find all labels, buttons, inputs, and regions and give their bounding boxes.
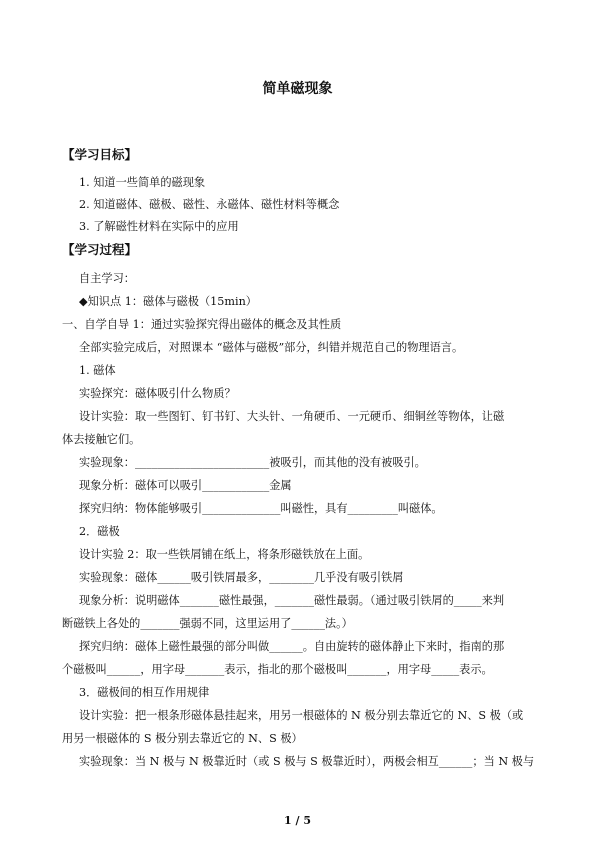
text-line: ◆知识点 1：磁体与磁极（15min） [79,295,257,308]
text-line: 个磁极叫______，用字母_______表示，指北的那个磁极叫_______，用字母_____表示。 [62,663,493,676]
page-title: 简单磁现象 [262,81,333,97]
text-line: 实验探究：磁体吸引什么物质？ [79,387,236,400]
page-number: 1 / 5 [284,814,311,827]
goals-heading: 【学习目标】 [62,147,138,162]
text-line: 实验现象：磁体______吸引铁屑最多，________几乎没有吸引铁屑 [79,571,404,584]
goal-item: 2. 知道磁体、磁极、磁性、永磁体、磁性材料等概念 [79,198,340,211]
text-line: 1. 磁体 [79,364,116,377]
text-line: 现象分析：说明磁体_______磁性最强，_______磁性最弱。（通过吸引铁屑的_____来判 [79,594,505,607]
text-line: 3．磁极间的相互作用规律 [79,686,210,699]
text-line: 实验现象：________________________被吸引，而其他的没有被吸引。 [79,456,426,469]
text-line: 探究归纳：物体能够吸引______________叫磁性，具有_________叫磁体。 [79,502,443,515]
text-line: 自主学习： [79,272,135,285]
process-heading: 【学习过程】 [62,242,138,257]
text-line: 2．磁极 [79,525,120,538]
text-line: 全部实验完成后，对照课本 “磁体与磁极”部分，纠错并规范自己的物理语言。 [79,341,464,354]
text-line: 体去接触它们。 [62,433,141,446]
text-line: 用另一根磁体的 S 极分别去靠近它的 N、S 极） [62,732,303,745]
text-line: 现象分析：磁体可以吸引____________金属 [79,479,292,492]
text-line: 实验现象：当 N 极与 N 极靠近时（或 S 极与 S 极靠近时），两极会相互______；当 N 极与 [79,755,535,768]
text-line: 设计实验：把一根条形磁体悬挂起来，用另一根磁体的 N 极分别去靠近它的 N、S 极（或 [79,709,524,722]
text-line: 探究归纳：磁体上磁性最强的部分叫做______。自由旋转的磁体静止下来时，指南的那 [79,640,505,653]
text-line: 设计实验：取一些图钉、钉书钉、大头针、一角硬币、一元硬币、细铜丝等物体，让磁 [79,410,505,423]
goal-item: 1. 知道一些简单的磁现象 [79,176,206,189]
goal-item: 3. 了解磁性材料在实际中的应用 [79,220,239,233]
text-line: 设计实验 2：取一些铁屑铺在纸上，将条形磁铁放在上面。 [79,548,370,561]
text-line: 断磁铁上各处的_______强弱不同，这里运用了______法。） [62,617,353,630]
text-line: 一、自学自导 1：通过实验探究得出磁体的概念及其性质 [62,318,342,331]
